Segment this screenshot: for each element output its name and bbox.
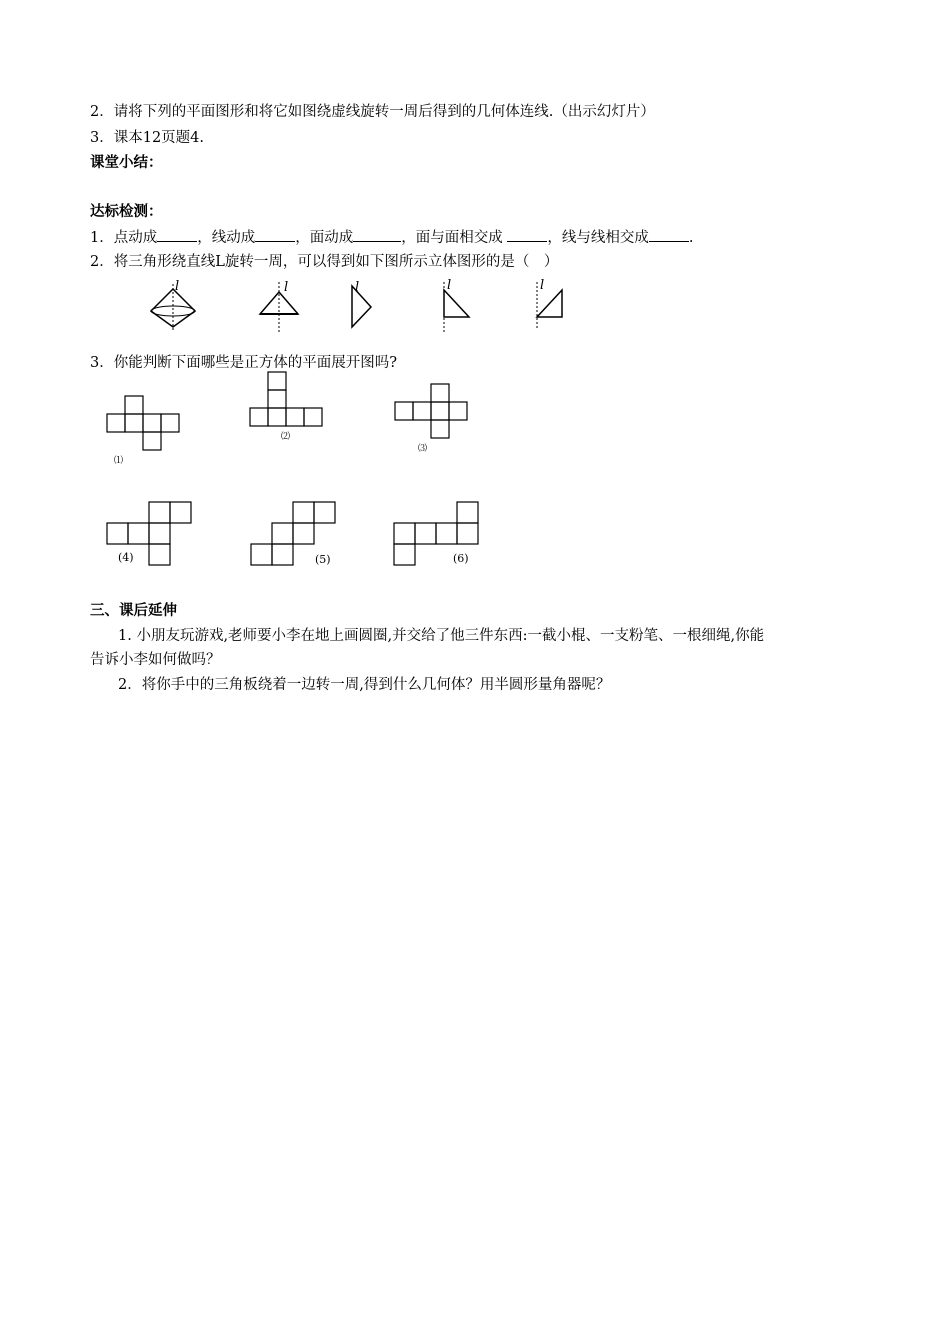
extension-question-1-line-2: 告诉小李如何做吗？: [90, 652, 221, 668]
cube-net-3: [395, 384, 467, 438]
net-label-3: ⑶: [418, 444, 428, 454]
axis-label: l: [540, 278, 545, 293]
net-label-1: ⑴: [114, 456, 124, 466]
extension-question-1-line-1: 1. 小朋友玩游戏,老师要小李在地上画圆圈,并交给了他三件东西:一截小棍、一支粉笔、一根细绳,你能: [118, 628, 765, 644]
summary-heading: 课堂小结：: [90, 155, 163, 171]
q1-part-5: ，线与线相交成: [547, 230, 649, 246]
axis-label: l: [175, 279, 180, 294]
axis-label: l: [355, 280, 360, 295]
q1-part-4: ，面与面相交成: [401, 230, 508, 246]
q1-part-6: .: [688, 230, 694, 246]
test-heading: 达标检测：: [90, 204, 163, 220]
cube-net-1: [107, 396, 179, 450]
test-question-3: 3．你能判断下面哪些是正方体的平面展开图吗?: [90, 355, 397, 371]
extension-question-2: 2．将你手中的三角板绕着一边转一周,得到什么几何体？用半圆形量角器呢？: [118, 677, 611, 693]
axis-label: l: [284, 280, 289, 295]
net-label-6: (6): [453, 552, 469, 565]
practice-item-3: 3．课本12页题4.: [90, 130, 205, 146]
cube-net-2: [250, 372, 322, 426]
test-question-2: 2．将三角形绕直线L旋转一周，可以得到如下图所示立体图形的是（ ）: [90, 254, 559, 270]
q1-part-2: ，线动成: [197, 230, 256, 246]
cube-nets: [0, 0, 950, 600]
axis-label: l: [447, 278, 452, 293]
extension-heading: 三、课后延伸: [90, 603, 177, 619]
q1-part-3: ，面动成: [295, 230, 354, 246]
practice-item-2: 2．请将下列的平面图形和将它如图绕虚线旋转一周后得到的几何体连线.（出示幻灯片）: [90, 104, 655, 120]
net-label-5: (5): [315, 553, 331, 566]
q1-part-1: 1．点动成: [90, 230, 158, 246]
net-label-2: ⑵: [281, 432, 291, 442]
net-label-4: (4): [118, 551, 134, 564]
